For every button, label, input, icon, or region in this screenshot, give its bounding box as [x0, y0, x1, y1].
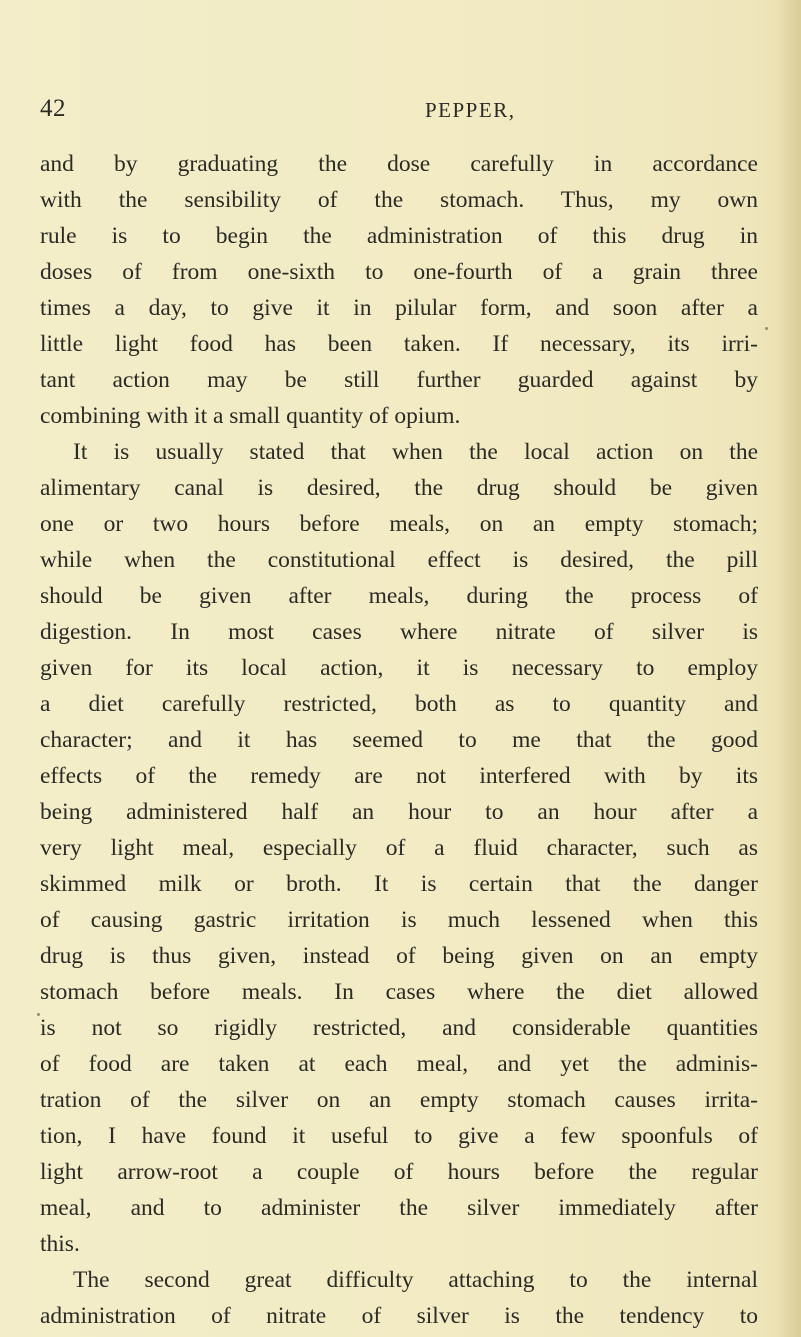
text-line: effects of the remedy are not interfered with by its	[40, 763, 758, 789]
page-edge-shadow	[777, 0, 801, 1337]
text-line: tion, I have found it useful to give a few spoonfuls of	[40, 1123, 758, 1149]
text-line: of food are taken at each meal, and yet the adminis-	[40, 1051, 758, 1077]
text-line: little light food has been taken. If necessary, its irri-	[40, 331, 758, 357]
paper-speck	[765, 327, 768, 330]
page-number: 42	[40, 95, 66, 122]
text-line: with the sensibility of the stomach. Thus, my own	[40, 187, 758, 213]
text-line: is not so rigidly restricted, and considerable quantities	[40, 1015, 758, 1041]
text-line: combining with it a small quantity of opium.	[40, 403, 461, 429]
text-line: given for its local action, it is necessary to employ	[40, 655, 758, 681]
body-text	[40, 146, 758, 1334]
paper-speck	[37, 1013, 40, 1016]
text-line: very light meal, especially of a fluid character, such as	[40, 835, 758, 861]
text-line: times a day, to give it in pilular form, and soon after a	[40, 295, 758, 321]
text-line: administration of nitrate of silver is the tendency to	[40, 1303, 758, 1329]
text-line: stomach before meals. In cases where the diet allowed	[40, 979, 758, 1005]
text-line: of causing gastric irritation is much lessened when this	[40, 907, 758, 933]
text-line: meal, and to administer the silver immediately after	[40, 1195, 758, 1221]
text-line: light arrow-root a couple of hours before the regular	[40, 1159, 758, 1185]
text-line: this.	[40, 1231, 80, 1257]
text-line: and by graduating the dose carefully in accordance	[40, 151, 758, 177]
text-line: while when the constitutional effect is desired, the pill	[40, 547, 758, 573]
text-line: drug is thus given, instead of being given on an empty	[40, 943, 758, 969]
text-line: a diet carefully restricted, both as to quantity and	[40, 691, 758, 717]
text-line: should be given after meals, during the process of	[40, 583, 758, 609]
paragraph-start-line: It is usually stated that when the local action on the	[73, 439, 758, 465]
text-line: rule is to begin the administration of this drug in	[40, 223, 758, 249]
text-line: being administered half an hour to an hour after a	[40, 799, 758, 825]
text-line: digestion. In most cases where nitrate of silver is	[40, 619, 758, 645]
running-head: PEPPER,	[425, 98, 516, 122]
paragraph-start-line: The second great difficulty attaching to the internal	[73, 1267, 758, 1293]
text-line: doses of from one-sixth to one-fourth of a grain three	[40, 259, 758, 285]
text-line: skimmed milk or broth. It is certain that the danger	[40, 871, 758, 897]
text-line: alimentary canal is desired, the drug should be given	[40, 475, 758, 501]
text-line: one or two hours before meals, on an empty stomach;	[40, 511, 758, 537]
text-line: tant action may be still further guarded against by	[40, 367, 758, 393]
page-header	[40, 95, 760, 129]
text-line: character; and it has seemed to me that the good	[40, 727, 758, 753]
text-line: tration of the silver on an empty stomach causes irrita-	[40, 1087, 758, 1113]
